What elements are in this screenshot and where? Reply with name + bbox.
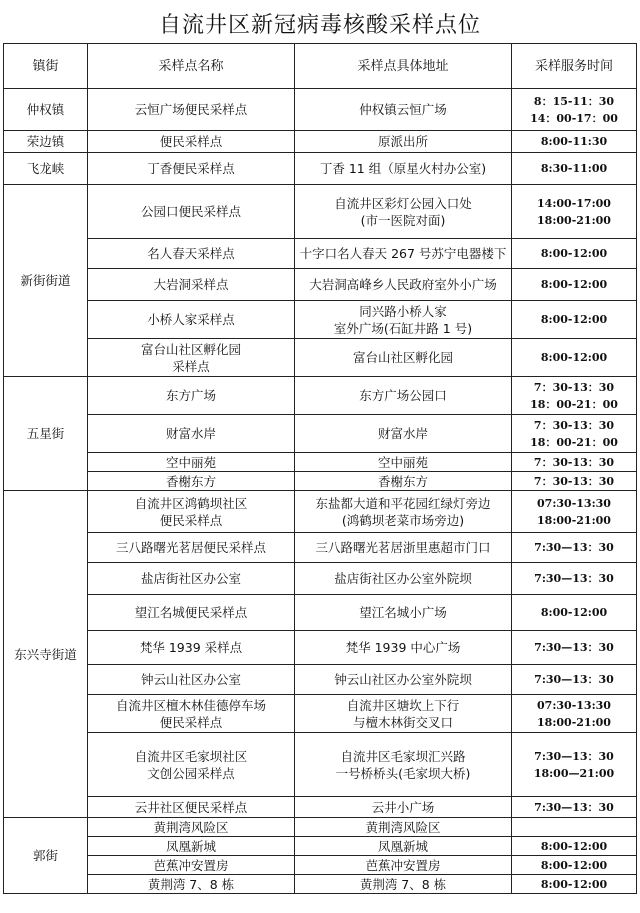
site-name-cell xyxy=(88,563,295,595)
site-address-cell-line: 室外广场(石缸井路 1 号) xyxy=(333,320,473,336)
service-time-cell-line: 8:00-12:00 xyxy=(540,839,608,853)
site-address-cell-line: 东盐都大道和平花园红绿灯旁边 xyxy=(315,495,491,511)
site-address-cell-line: 空中丽苑 xyxy=(377,454,428,470)
table-row xyxy=(4,89,637,131)
service-time-cell-line: 8:00-12:00 xyxy=(540,877,608,891)
site-address-cell-line: 芭蕉冲安置房 xyxy=(365,857,441,873)
service-time-cell-line: 8:30-11:00 xyxy=(540,162,608,175)
site-name-cell xyxy=(88,269,295,301)
site-address-cell-line: 原派出所 xyxy=(377,134,428,149)
service-time-cell xyxy=(512,797,637,818)
site-address-cell-line: 望江名城小广场 xyxy=(359,605,447,620)
site-address-cell xyxy=(295,415,512,453)
site-address-cell xyxy=(295,595,512,631)
service-time-cell xyxy=(512,631,637,665)
service-time-cell-line: 14:00-17:00 xyxy=(537,196,611,210)
site-address-cell xyxy=(295,269,512,301)
site-address-cell xyxy=(295,339,512,377)
service-time-cell xyxy=(512,595,637,631)
table-row xyxy=(4,818,637,837)
site-name-cell xyxy=(88,89,295,131)
table-row xyxy=(4,239,637,269)
site-address-cell-line: 仲权镇云恒广场 xyxy=(359,102,447,117)
service-time-cell-line: 7：30-13：30 xyxy=(533,455,615,469)
table-row xyxy=(4,595,637,631)
service-time-cell-line: 18:00—21:00 xyxy=(533,766,615,780)
site-name-cell xyxy=(88,733,295,797)
service-time-cell xyxy=(512,131,637,153)
site-name-cell-line: 丁香便民采样点 xyxy=(147,161,235,176)
district-cell: 东兴寺街道 xyxy=(4,491,88,818)
site-name-cell xyxy=(88,595,295,631)
site-address-cell xyxy=(295,856,512,875)
service-time-cell-line: 7:30—13：30 xyxy=(534,641,614,654)
site-address-cell-line: 自流井区毛家坝汇兴路 xyxy=(340,748,466,764)
service-time-cell xyxy=(512,875,637,894)
service-time-cell xyxy=(512,239,637,269)
site-name-cell-line: 东方广场 xyxy=(165,388,216,403)
site-name-cell-line: 名人春天采样点 xyxy=(147,246,235,261)
site-name-cell xyxy=(88,472,295,491)
service-time-cell xyxy=(512,472,637,491)
site-name-cell xyxy=(88,665,295,695)
site-address-cell xyxy=(295,239,512,269)
page-title: 自流井区新冠病毒核酸采样点位 xyxy=(158,13,481,38)
site-name-cell-line: 便民采样点 xyxy=(159,512,223,528)
site-name-cell-line: 公园口便民采样点 xyxy=(140,204,241,219)
site-name-cell-line: 小桥人家采样点 xyxy=(147,312,235,327)
service-time-cell-line: 7:30—13：30 xyxy=(534,673,614,686)
service-time-cell xyxy=(512,533,637,563)
site-address-cell-line: 东方广场公园口 xyxy=(359,388,447,403)
site-address-cell-line: 同兴路小桥人家 xyxy=(359,303,447,319)
site-address-cell xyxy=(295,89,512,131)
service-time-cell-line: 8:00-12:00 xyxy=(540,313,608,326)
table-row xyxy=(4,472,637,491)
site-address-cell xyxy=(295,472,512,491)
table-row xyxy=(4,415,637,453)
table-row xyxy=(4,377,637,415)
service-time-cell-line: 18：00-21：00 xyxy=(530,397,618,411)
table-row xyxy=(4,301,637,339)
service-time-cell-line: 7:30—13：30 xyxy=(534,572,614,585)
service-time-cell-line: 8:00-12:00 xyxy=(540,606,608,619)
service-time-cell xyxy=(512,563,637,595)
site-name-cell-line: 大岩洞采样点 xyxy=(153,277,229,292)
site-address-cell-line: 黄荆湾 7、8 栋 xyxy=(359,876,447,892)
site-name-cell xyxy=(88,131,295,153)
site-name-cell-line: 富台山社区孵化园 xyxy=(140,341,241,357)
site-address-cell xyxy=(295,533,512,563)
site-name-cell-line: 黄荆湾风险区 xyxy=(153,819,229,835)
site-name-cell-line: 钟云山社区办公室 xyxy=(140,672,241,687)
service-time-cell-line: 7:30—13：30 xyxy=(534,800,614,814)
site-address-cell-line: 云井小广场 xyxy=(371,799,435,815)
service-time-cell-line: 8:00-12:00 xyxy=(540,351,608,364)
site-address-cell-line: 一号桥桥头(毛家坝大桥) xyxy=(335,765,471,781)
site-name-cell xyxy=(88,153,295,185)
service-time-cell-line: 8:00-11:30 xyxy=(540,135,608,148)
district-cell: 飞龙峡 xyxy=(4,153,88,185)
table-row xyxy=(4,491,637,533)
site-name-cell-line: 便民采样点 xyxy=(159,134,223,149)
site-name-cell xyxy=(88,301,295,339)
site-address-cell xyxy=(295,491,512,533)
site-address-cell-line: 丁香 11 组（原星火村办公室) xyxy=(319,161,487,176)
site-address-cell xyxy=(295,453,512,472)
site-name-cell xyxy=(88,239,295,269)
site-address-cell xyxy=(295,665,512,695)
table-row xyxy=(4,131,637,153)
header-site-name: 采样点名称 xyxy=(88,44,295,89)
site-address-cell xyxy=(295,631,512,665)
site-name-cell xyxy=(88,491,295,533)
service-time-cell xyxy=(512,153,637,185)
site-name-cell-line: 凤凰新城 xyxy=(165,838,216,854)
service-time-cell-line: 14：00-17：00 xyxy=(530,111,618,125)
table-row xyxy=(4,695,637,733)
table-row xyxy=(4,533,637,563)
table-row xyxy=(4,733,637,797)
service-time-cell xyxy=(512,185,637,239)
site-address-cell-line: 梵华 1939 中心广场 xyxy=(345,640,461,655)
service-time-cell xyxy=(512,269,637,301)
site-name-cell-line: 芭蕉冲安置房 xyxy=(153,857,229,873)
site-name-cell xyxy=(88,339,295,377)
district-cell: 荣边镇 xyxy=(4,131,88,153)
service-time-cell-line: 8:00-12:00 xyxy=(540,858,608,872)
header-district: 镇街 xyxy=(4,44,88,89)
site-address-cell-line: 凤凰新城 xyxy=(377,838,428,854)
site-address-cell-line: 钟云山社区办公室外院坝 xyxy=(334,672,472,687)
site-address-cell xyxy=(295,695,512,733)
site-name-cell-line: 望江名城便民采样点 xyxy=(134,605,248,620)
header-row xyxy=(4,44,637,89)
table-row xyxy=(4,339,637,377)
service-time-cell-line: 7：30-13：30 xyxy=(533,380,615,394)
service-time-cell xyxy=(512,377,637,415)
site-name-cell-line: 云恒广场便民采样点 xyxy=(134,102,248,117)
site-name-cell-line: 采样点 xyxy=(172,358,210,374)
table-row xyxy=(4,563,637,595)
district-cell: 郭街 xyxy=(4,818,88,894)
site-name-cell-line: 自流井区檀木林佳德停车场 xyxy=(115,697,266,713)
site-name-cell xyxy=(88,818,295,837)
service-time-cell xyxy=(512,695,637,733)
site-address-cell-line: (鸿鹤坝老菜市场旁边) xyxy=(341,512,465,528)
site-name-cell xyxy=(88,856,295,875)
table-row xyxy=(4,665,637,695)
service-time-cell-line: 8:00-12:00 xyxy=(540,278,608,291)
site-address-cell xyxy=(295,818,512,837)
table-row xyxy=(4,856,637,875)
site-name-cell-line: 文创公园采样点 xyxy=(147,765,235,781)
service-time-cell xyxy=(512,415,637,453)
site-name-cell-line: 空中丽苑 xyxy=(165,454,216,470)
table-row xyxy=(4,837,637,856)
service-time-cell-line: 7：30-13：30 xyxy=(533,418,615,432)
table-row xyxy=(4,269,637,301)
service-time-cell-line: 8：15-11：30 xyxy=(533,94,615,108)
site-address-cell-line: 富台山社区孵化园 xyxy=(352,350,453,365)
district-cell: 仲权镇 xyxy=(4,89,88,131)
site-address-cell xyxy=(295,377,512,415)
site-name-cell-line: 盐店街社区办公室 xyxy=(140,571,241,586)
service-time-cell xyxy=(512,818,637,837)
service-time-cell-line: 7:30—13：30 xyxy=(534,749,614,763)
site-name-cell xyxy=(88,875,295,894)
service-time-cell-line: 18：00-21：00 xyxy=(530,435,618,449)
site-address-cell xyxy=(295,733,512,797)
site-name-cell xyxy=(88,533,295,563)
site-address-cell xyxy=(295,153,512,185)
sampling-sites-table xyxy=(3,43,637,894)
site-name-cell-line: 便民采样点 xyxy=(159,714,223,730)
service-time-cell xyxy=(512,665,637,695)
service-time-cell xyxy=(512,89,637,131)
site-name-cell xyxy=(88,837,295,856)
site-name-cell xyxy=(88,797,295,818)
site-name-cell-line: 自流井区鸿鹤坝社区 xyxy=(134,495,248,511)
site-name-cell-line: 三八路曙光茗居便民采样点 xyxy=(115,540,266,555)
service-time-cell-line: 18:00-21:00 xyxy=(537,213,611,227)
table-row xyxy=(4,153,637,185)
table-body xyxy=(4,89,637,894)
service-time-cell xyxy=(512,301,637,339)
site-name-cell-line: 财富水岸 xyxy=(165,426,216,441)
service-time-cell-line: 7:30—13：30 xyxy=(534,541,614,554)
site-address-cell xyxy=(295,837,512,856)
service-time-cell xyxy=(512,491,637,533)
site-name-cell-line: 云井社区便民采样点 xyxy=(134,799,248,815)
site-address-cell-line: 与檀木林街交叉口 xyxy=(352,714,453,730)
service-time-cell-line: 8:00-12:00 xyxy=(540,247,608,260)
service-time-cell xyxy=(512,733,637,797)
site-address-cell-line: 自流井区塘坎上下行 xyxy=(346,697,460,713)
site-name-cell-line: 黄荆湾 7、8 栋 xyxy=(147,876,235,892)
site-address-cell-line: 十字口名人春天 267 号苏宁电器楼下 xyxy=(299,246,507,261)
table-row xyxy=(4,185,637,239)
site-name-cell xyxy=(88,453,295,472)
service-time-cell xyxy=(512,339,637,377)
site-name-cell-line: 香榭东方 xyxy=(165,473,216,489)
site-address-cell-line: 香榭东方 xyxy=(377,473,428,489)
district-cell: 五星街 xyxy=(4,377,88,491)
service-time-cell-line: 18:00-21:00 xyxy=(537,513,611,527)
district-cell: 新街街道 xyxy=(4,185,88,377)
site-address-cell-line: 盐店街社区办公室外院坝 xyxy=(334,571,472,586)
site-address-cell-line: 三八路曙光茗居浙里惠超市门口 xyxy=(315,540,491,555)
service-time-cell xyxy=(512,856,637,875)
site-name-cell-line: 自流井区毛家坝社区 xyxy=(134,748,248,764)
service-time-cell xyxy=(512,453,637,472)
site-name-cell-line: 梵华 1939 采样点 xyxy=(139,640,243,655)
service-time-cell xyxy=(512,837,637,856)
site-address-cell-line: 黄荆湾风险区 xyxy=(365,819,441,835)
table-row xyxy=(4,631,637,665)
site-address-cell-line: (市一医院对面) xyxy=(360,212,446,228)
site-address-cell xyxy=(295,185,512,239)
table-row xyxy=(4,875,637,894)
site-name-cell xyxy=(88,631,295,665)
table-row xyxy=(4,797,637,818)
site-address-cell-line: 自流井区彩灯公园入口处 xyxy=(334,195,472,211)
service-time-cell-line: 7：30-13：30 xyxy=(533,474,615,488)
service-time-cell-line: 07:30-13:30 xyxy=(537,698,611,712)
site-address-cell xyxy=(295,301,512,339)
service-time-cell-line: 18:00-21:00 xyxy=(537,715,611,729)
header-site-address: 采样点具体地址 xyxy=(295,44,512,89)
site-address-cell-line: 大岩洞高峰乡人民政府室外小广场 xyxy=(309,277,497,292)
site-address-cell xyxy=(295,875,512,894)
site-address-cell xyxy=(295,563,512,595)
table-row xyxy=(4,453,637,472)
site-address-cell xyxy=(295,797,512,818)
header-service-time: 采样服务时间 xyxy=(512,44,637,89)
service-time-cell-line: 07:30-13:30 xyxy=(537,496,611,510)
site-name-cell xyxy=(88,377,295,415)
site-name-cell xyxy=(88,185,295,239)
site-name-cell xyxy=(88,415,295,453)
site-address-cell xyxy=(295,131,512,153)
site-address-cell-line: 财富水岸 xyxy=(377,426,428,441)
site-name-cell xyxy=(88,695,295,733)
